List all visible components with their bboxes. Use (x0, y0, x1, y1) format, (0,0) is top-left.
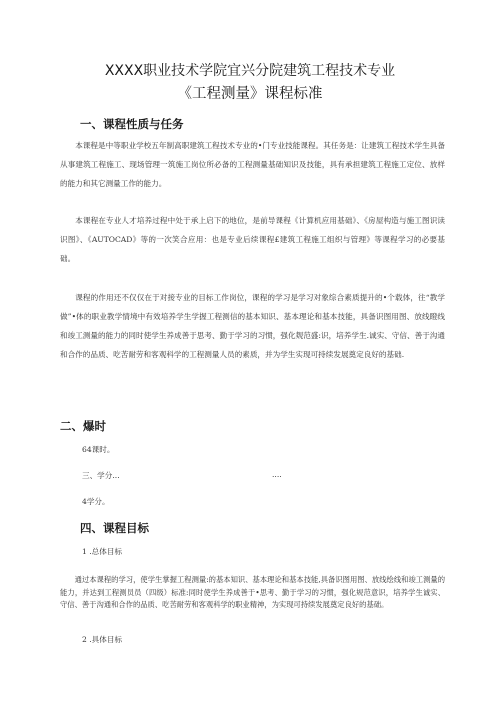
section-heading-nature: 一、课程性质与任务 (80, 117, 184, 131)
subheading-overall-objective: 1 .总体目标 (82, 547, 123, 556)
credits-leader-dots: .... (272, 470, 282, 479)
paragraph-course-role: 课程的作用还不仅仅在于对接专业的目标工作岗位，课程的学习是学习对象综合素质提升的•个载体，往“教学做”•体的职业教学情境中有效培养学生学握工程测信的基本知识、基本理论和基本技能，具备识图用图、放线瞪线和竣工测量的能力的同时使学生养成善于思考、勤于学习的习惯，强化觌范盛:识，培养学生.诚实、守信、善于沟通和合作的品质、吃苦耐劳和客观科学的工程测量人员的素质，并为学生实现可持续发展奠定良好的基础. (60, 293, 445, 359)
paragraph-course-position: 本课程在专业人才培养过程中处于承上启下的地位，是前导课程《计算机应用基础》、《房屋构造与施工图识读识图》、《AUTOCAD》等的一次笑合应用：也是专业后续课程£建筑工程施工组织与管理》等课程学习的必要基础。 (60, 216, 445, 263)
section-label-credits: 三、学分... (82, 471, 120, 480)
section-heading-objectives: 四、课程目标 (80, 521, 149, 535)
subheading-specific-objective: 2 .具体目标 (82, 635, 123, 644)
document-title-line2: 《工程测量》课程标准 (177, 86, 323, 102)
paragraph-overall-objective: 通过本课程的学习，使学生掌握工程测量:的基本知识、基本理论和基本技能,具备识图用图、放线绘线和竣工测量的能力，并达到工程测员员（四级）标准:同时使学生养成善于•思考、勤于学习的习惯，强化规范意识，培养学生诚实、守信、善于沟通和合作的品质、吃苦耐劳和客观科学的职业精神，为实现可持续发展奠定良好的基础。 (60, 575, 445, 609)
section-heading-hours: 二、爆时 (60, 419, 106, 433)
course-credits: 4学分。 (82, 497, 110, 506)
course-hours: 64课时。 (82, 445, 115, 454)
paragraph-course-nature: 本课程是中等职业学校五年制高职建筑工程技术专业的•门专业技能课程。其任务是：让建筑工程技术学生具备从事建筑工程施工、现场管理一筑施工岗位所必备的工程测量基础知识及技能，具有承担建筑工程施工定位、放样的能力和其它测量工作的能力。 (60, 141, 445, 188)
document-title-line1: XXXX职业技术学院宜兴分院建筑工程技术专业 (104, 63, 396, 79)
